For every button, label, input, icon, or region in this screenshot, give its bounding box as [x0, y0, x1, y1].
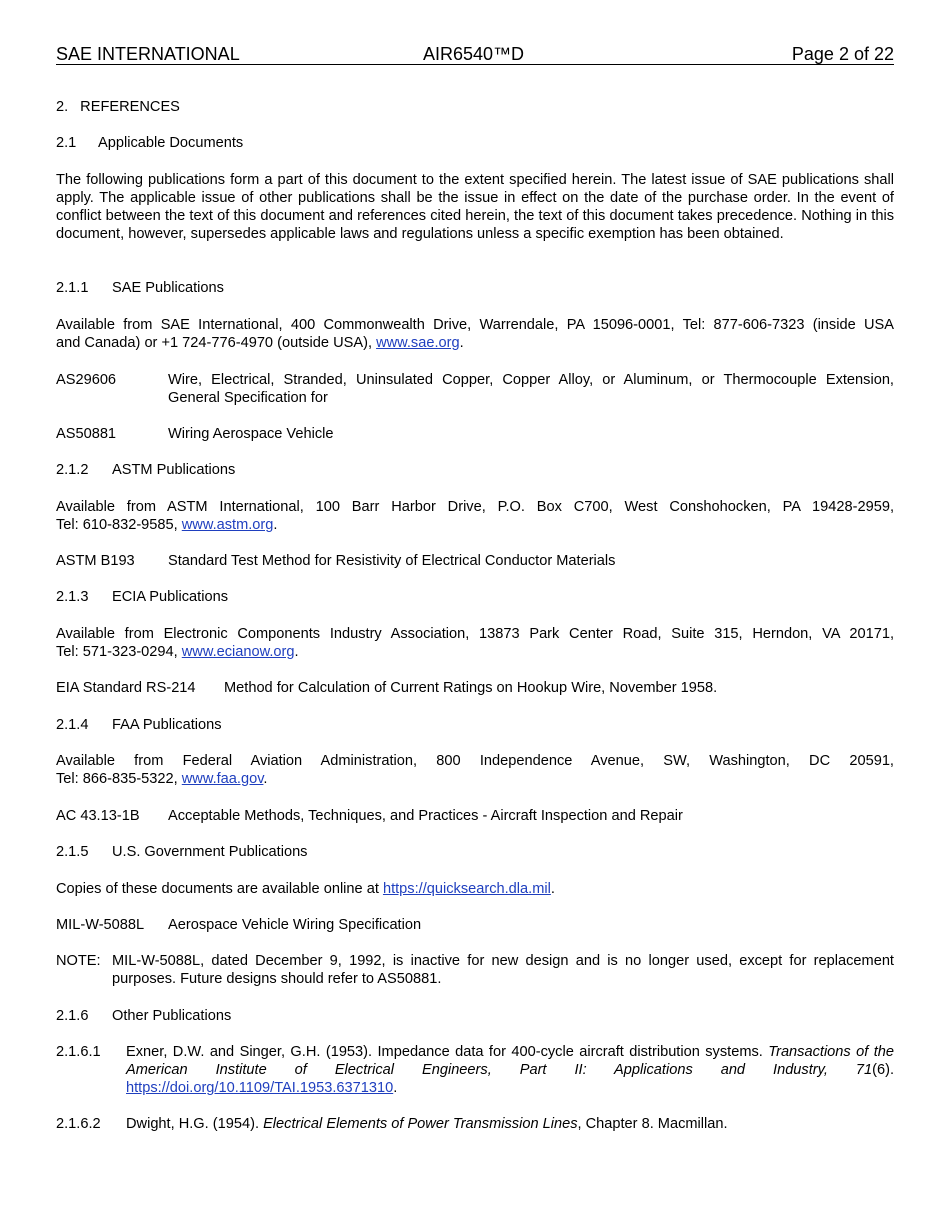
- header-page-number: Page 2 of 22: [791, 44, 894, 64]
- subsection-title: U.S. Government Publications: [112, 844, 308, 860]
- citation-number: 2.1.6.2: [56, 1116, 101, 1132]
- astm-availability-text: Tel: 610-832-9585,: [56, 517, 182, 533]
- citation-journal: Transactions of the American Institute of Electrical Engineers, Part II: Applications and Industry, 71: [126, 1044, 894, 1078]
- usgov-availability: Copies of these documents are available online at https://quicksearch.dla.mil.: [56, 881, 555, 897]
- subsection-title: SAE Publications: [112, 280, 224, 296]
- subsection-number: 2.1.4: [56, 717, 89, 733]
- subsection-number: 2.1.5: [56, 844, 89, 860]
- subsection-number: 2.1.3: [56, 589, 89, 605]
- header-document-id: AIR6540™D: [423, 44, 525, 64]
- quicksearch-link[interactable]: https://quicksearch.dla.mil: [382, 881, 551, 897]
- citation-text: Exner, D.W. and Singer, G.H. (1953). Impedance data for 400-cycle aircraft distribution systems. Transactions of the American Institute of Electrical Engineers, Part II: Applications and Industry, 71(6). https://doi.org/10.1109/TAI.1953.6371310.: [126, 1044, 894, 1096]
- citation-authors: Exner, D.W. and Singer, G.H. (1953). Impedance data for 400-cycle aircraft distribution systems.: [126, 1044, 769, 1060]
- applicable-documents-paragraph: The following publications form a part of this document to the extent specified herein. The latest issue of SAE publications shall apply. The applicable issue of other publications shall be the issue in effect on the date of the purchase order. In the event of conflict between the text of this document and references cited herein, the text of this document takes precedence. Nothing in this document, however, supersedes applicable laws and regulations unless a specific exemption has been obtained.: [56, 172, 894, 242]
- subsection-title: FAA Publications: [112, 717, 222, 733]
- note-label: NOTE:: [56, 953, 101, 969]
- header-organization: SAE INTERNATIONAL: [56, 44, 240, 64]
- reference-title: Aerospace Vehicle Wiring Specification: [168, 917, 422, 933]
- note-text: MIL-W-5088L, dated December 9, 1992, is inactive for new design and is no longer used, except for replacement purposes. Future designs should refer to AS50881.: [112, 953, 894, 987]
- section-title: REFERENCES: [80, 99, 180, 115]
- reference-code: AS50881: [56, 426, 117, 442]
- reference-title: Acceptable Methods, Techniques, and Practices - Aircraft Inspection and Repair: [168, 808, 683, 824]
- citation-issue: (6).: [872, 1062, 894, 1078]
- subsection-title: Other Publications: [112, 1008, 232, 1024]
- reference-title: Wiring Aerospace Vehicle: [168, 426, 334, 442]
- reference-code: AS29606: [56, 372, 117, 388]
- faa-availability-text: Tel: 866-835-5322,: [56, 771, 182, 787]
- citation-text: [126, 1115, 728, 1133]
- astm-availability-line1: Available from ASTM International, 100 Barr Harbor Drive, P.O. Box C700, West Conshohocken, PA 19428-2959,: [56, 499, 894, 515]
- subsection-number: 2.1: [56, 135, 77, 151]
- reference-item: [56, 371, 894, 407]
- reference-title: Wire, Electrical, Stranded, Uninsulated Copper, Copper Alloy, or Aluminum, or Thermocouple Extension, General Specification for: [168, 372, 894, 406]
- reference-title: Standard Test Method for Resistivity of Electrical Conductor Materials: [168, 553, 616, 569]
- citation-publisher: , Chapter 8. Macmillan.: [577, 1116, 728, 1132]
- ecia-availability-line1: Available from Electronic Components Industry Association, 13873 Park Center Road, Suite 315, Herndon, VA 20171,: [56, 626, 894, 642]
- subsection-title: Applicable Documents: [98, 135, 244, 151]
- sae-website-link[interactable]: www.sae.org: [376, 335, 460, 351]
- subsection-number: 2.1.1: [56, 280, 89, 296]
- faa-availability-line1: Available from Federal Aviation Administration, 800 Independence Avenue, SW, Washington, DC 20591,: [56, 753, 894, 769]
- faa-website-link[interactable]: www.faa.gov: [181, 771, 264, 787]
- section-number: 2.: [56, 99, 69, 115]
- sae-availability-line1: Available from SAE International, 400 Commonwealth Drive, Warrendale, PA 15096-0001, Tel: 877-606-7323 (inside USA: [56, 317, 894, 333]
- reference-code: AC 43.13-1B: [56, 808, 140, 824]
- subsection-title: ECIA Publications: [112, 589, 229, 605]
- astm-website-link[interactable]: www.astm.org: [181, 517, 274, 533]
- sae-availability-text: and Canada) or +1 724-776-4970 (outside USA),: [56, 335, 377, 351]
- ecia-availability-line2: Tel: 571-323-0294, www.ecianow.org.: [56, 644, 299, 660]
- sae-availability-line2: and Canada) or +1 724-776-4970 (outside USA), www.sae.org.: [56, 335, 464, 351]
- doi-link[interactable]: https://doi.org/10.1109/TAI.1953.6371310: [126, 1080, 394, 1096]
- usgov-availability-text: Copies of these documents are available online at: [56, 881, 383, 897]
- reference-code: EIA Standard RS-214: [56, 680, 196, 696]
- page-header: [56, 44, 894, 65]
- ecia-website-link[interactable]: www.ecianow.org: [181, 644, 295, 660]
- subsection-number: 2.1.2: [56, 462, 89, 478]
- reference-code: ASTM B193: [56, 553, 135, 569]
- reference-code: MIL-W-5088L: [56, 917, 145, 933]
- subsection-number: 2.1.6: [56, 1008, 89, 1024]
- faa-availability-line2: Tel: 866-835-5322, www.faa.gov.: [56, 771, 268, 787]
- section-heading-references: [56, 98, 894, 116]
- astm-availability-line2: Tel: 610-832-9585, www.astm.org.: [56, 517, 278, 533]
- note-block: [56, 952, 894, 988]
- ecia-availability-text: Tel: 571-323-0294,: [56, 644, 182, 660]
- citation-book-title: Electrical Elements of Power Transmission Lines: [263, 1116, 578, 1132]
- subsection-title: ASTM Publications: [112, 462, 236, 478]
- reference-title: Method for Calculation of Current Ratings on Hookup Wire, November 1958.: [224, 680, 718, 696]
- citation-number: 2.1.6.1: [56, 1044, 101, 1060]
- citation-authors: Dwight, H.G. (1954).: [126, 1116, 264, 1132]
- citation-item: [56, 1043, 894, 1097]
